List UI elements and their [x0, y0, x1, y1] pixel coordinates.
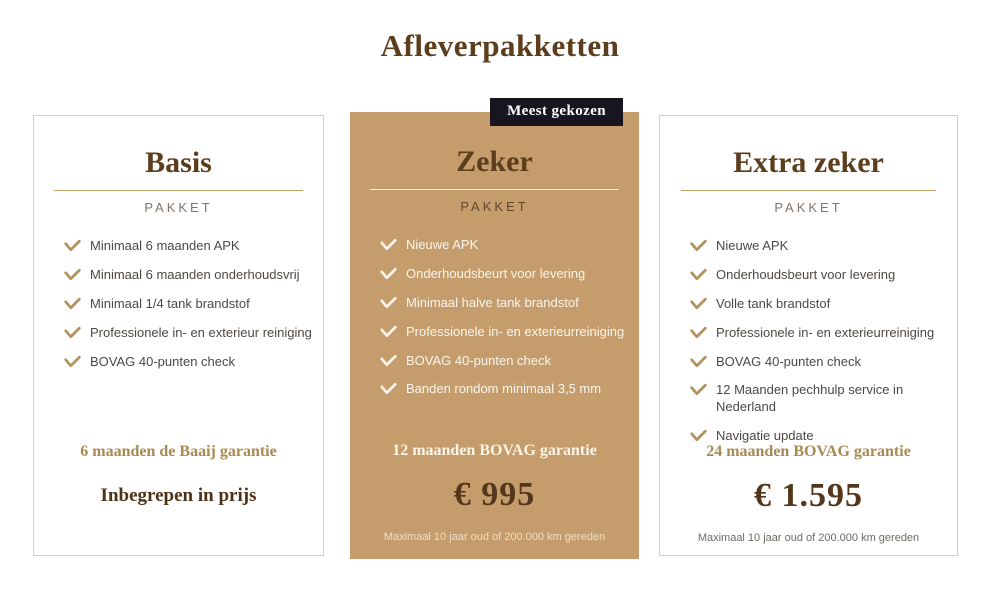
guarantee-text: 6 maanden de Baaij garantie	[80, 443, 277, 460]
feature-label: Minimaal 6 maanden onderhoudsvrij	[90, 266, 300, 282]
price-text: € 995	[453, 476, 536, 513]
check-icon	[380, 267, 397, 280]
check-icon	[690, 326, 707, 339]
check-icon	[64, 268, 81, 281]
price-text: € 1.595	[754, 477, 863, 514]
pricing-card-extra-zeker	[659, 115, 958, 556]
most-chosen-badge: Meest gekozen	[490, 98, 623, 126]
feature-item	[690, 382, 949, 416]
check-icon	[690, 355, 707, 368]
feature-item	[380, 324, 631, 341]
title-divider	[681, 190, 936, 191]
feature-item	[690, 267, 949, 284]
check-icon	[64, 355, 81, 368]
feature-item	[380, 295, 631, 312]
guarantee-text: 12 maanden BOVAG garantie	[392, 442, 597, 459]
feature-item	[64, 267, 315, 284]
feature-item	[380, 353, 631, 370]
feature-item	[690, 325, 949, 342]
feature-item	[380, 266, 631, 283]
card-note: Maximaal 10 jaar oud of 200.000 km gereden	[383, 531, 606, 543]
feature-label: Onderhoudsbeurt voor levering	[406, 265, 586, 281]
feature-label: Nieuwe APK	[406, 237, 479, 252]
feature-item	[64, 296, 315, 313]
check-icon	[690, 268, 707, 281]
feature-list	[64, 238, 315, 370]
check-icon	[690, 383, 707, 396]
price-row	[660, 472, 957, 520]
page-title: Afleverpakketten	[380, 28, 620, 63]
feature-label: 12 Maanden pechhulp service in Nederland	[716, 382, 904, 415]
feature-label: Navigatie update	[716, 428, 814, 444]
feature-label: BOVAG 40-punten check	[90, 353, 236, 369]
feature-label: BOVAG 40-punten check	[716, 353, 862, 369]
check-icon	[380, 325, 397, 338]
card-subtitle: PAKKET	[460, 199, 529, 214]
feature-label: Onderhoudsbeurt voor levering	[716, 266, 896, 282]
feature-item	[64, 354, 315, 371]
card-title: Zeker	[456, 145, 533, 178]
card-note: Maximaal 10 jaar oud of 200.000 km gereden	[697, 532, 920, 544]
feature-item	[690, 238, 949, 255]
feature-label: BOVAG 40-punten check	[406, 352, 552, 368]
feature-list	[380, 237, 631, 398]
check-icon	[380, 382, 397, 395]
feature-item	[690, 296, 949, 313]
check-icon	[380, 238, 397, 251]
feature-item	[64, 238, 315, 255]
check-icon	[690, 297, 707, 310]
feature-label: Minimaal 1/4 tank brandstof	[90, 295, 250, 311]
feature-item	[64, 325, 315, 342]
check-icon	[690, 239, 707, 252]
title-divider	[370, 189, 619, 190]
title-divider	[54, 190, 303, 191]
price-row	[350, 471, 639, 519]
feature-label: Professionele in- en exterieurreiniging	[406, 323, 625, 339]
feature-label: Professionele in- en exterieurreiniging	[716, 324, 935, 340]
card-subtitle: PAKKET	[774, 200, 843, 215]
feature-item	[380, 381, 631, 398]
feature-item	[380, 237, 631, 254]
feature-label: Minimaal 6 maanden APK	[90, 238, 240, 253]
check-icon	[64, 239, 81, 252]
guarantee-text: 24 maanden BOVAG garantie	[706, 443, 911, 460]
included-text: Inbegrepen in prijs	[100, 485, 257, 506]
check-icon	[690, 429, 707, 442]
feature-list	[690, 238, 949, 445]
card-title: Basis	[145, 146, 212, 179]
check-icon	[380, 354, 397, 367]
feature-item	[690, 354, 949, 371]
check-icon	[64, 297, 81, 310]
feature-label: Volle tank brandstof	[716, 295, 831, 311]
feature-label: Banden rondom minimaal 3,5 mm	[406, 381, 602, 397]
feature-label: Nieuwe APK	[716, 238, 789, 253]
pricing-card-zeker	[350, 103, 639, 559]
card-title: Extra zeker	[733, 146, 884, 179]
feature-label: Minimaal halve tank brandstof	[406, 294, 579, 310]
card-subtitle: PAKKET	[144, 200, 213, 215]
check-icon	[380, 296, 397, 309]
feature-label: Professionele in- en exterieur reiniging	[90, 324, 312, 340]
price-row	[34, 472, 323, 520]
check-icon	[64, 326, 81, 339]
pricing-card-basis	[33, 115, 324, 556]
